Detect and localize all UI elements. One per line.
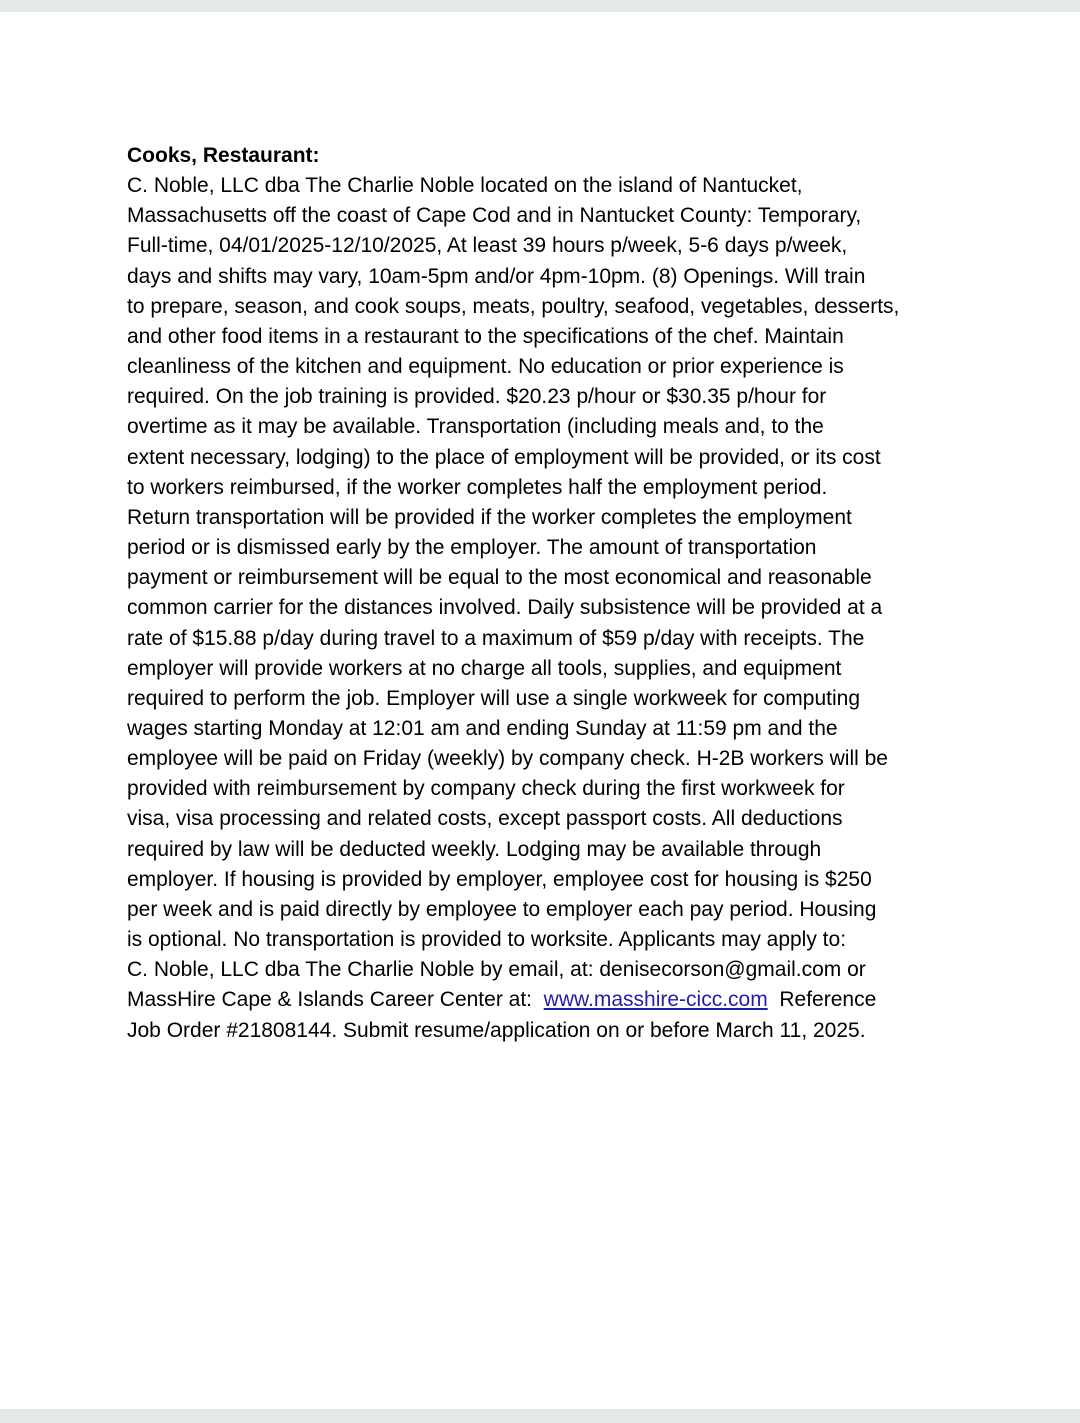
- text-line: period or is dismissed early by the employer. The amount of transportation: [127, 536, 817, 560]
- job-title-heading: Cooks, Restaurant:: [127, 144, 320, 167]
- text-line: to prepare, season, and cook soups, meats, poultry, seafood, vegetables, desserts,: [127, 294, 900, 318]
- text-line: Full-time, 04/01/2025-12/10/2025, At least 39 hours p/week, 5-6 days p/week,: [127, 234, 848, 258]
- text-line: provided with reimbursement by company check during the first workweek for: [127, 777, 845, 801]
- link-line: [127, 985, 967, 1015]
- text-line: is optional. No transportation is provided to worksite. Applicants may apply to:: [127, 928, 847, 952]
- text-line: extent necessary, lodging) to the place of employment will be provided, or its cost: [127, 445, 881, 469]
- text-line: rate of $15.88 p/day during travel to a maximum of $59 p/day with receipts. The: [127, 626, 865, 650]
- text-line: wages starting Monday at 12:01 am and ending Sunday at 11:59 pm and the: [127, 716, 838, 740]
- job-posting-text: [127, 141, 967, 1046]
- text-line: required to perform the job. Employer will use a single workweek for computing: [127, 686, 861, 710]
- text-line: C. Noble, LLC dba The Charlie Noble by email, at: denisecorson@gmail.com or: [127, 958, 866, 982]
- text-line: Massachusetts off the coast of Cape Cod and in Nantucket County: Temporary,: [127, 204, 862, 228]
- text-line: common carrier for the distances involved. Daily subsistence will be provided at a: [127, 596, 883, 620]
- text-line: overtime as it may be available. Transportation (including meals and, to the: [127, 415, 824, 439]
- text-line: days and shifts may vary, 10am-5pm and/or 4pm-10pm. (8) Openings. Will train: [127, 264, 866, 288]
- text-line: employer will provide workers at no charge all tools, supplies, and equipment: [127, 656, 842, 680]
- text-line: required by law will be deducted weekly. Lodging may be available through: [127, 837, 822, 861]
- bottom-border: [0, 1409, 1080, 1423]
- text-line: to workers reimbursed, if the worker completes half the employment period.: [127, 475, 828, 499]
- text-line: Job Order #21808144. Submit resume/application on or before March 11, 2025.: [127, 1018, 866, 1042]
- text-line: visa, visa processing and related costs, except passport costs. All deductions: [127, 807, 843, 831]
- text-line: and other food items in a restaurant to the specifications of the chef. Maintain: [127, 324, 844, 348]
- text-line: cleanliness of the kitchen and equipment. No education or prior experience is: [127, 355, 844, 379]
- text-line: required. On the job training is provided. $20.23 p/hour or $30.35 p/hour for: [127, 385, 827, 409]
- text-line: per week and is paid directly by employee to employer each pay period. Housing: [127, 897, 877, 921]
- text-line: payment or reimbursement will be equal to the most economical and reasonable: [127, 566, 872, 590]
- top-border: [0, 0, 1080, 12]
- text-line: Return transportation will be provided if the worker completes the employment: [127, 505, 852, 529]
- text-line: employer. If housing is provided by employer, employee cost for housing is $250: [127, 867, 872, 891]
- text-line: employee will be paid on Friday (weekly) by company check. H-2B workers will be: [127, 747, 888, 771]
- link-line-suffix: Reference: [767, 988, 877, 1012]
- masshire-website-link[interactable]: www.masshire-cicc.com: [543, 988, 768, 1012]
- link-line-prefix: MassHire Cape & Islands Career Center at:: [127, 988, 544, 1012]
- text-line: C. Noble, LLC dba The Charlie Noble located on the island of Nantucket,: [127, 174, 803, 198]
